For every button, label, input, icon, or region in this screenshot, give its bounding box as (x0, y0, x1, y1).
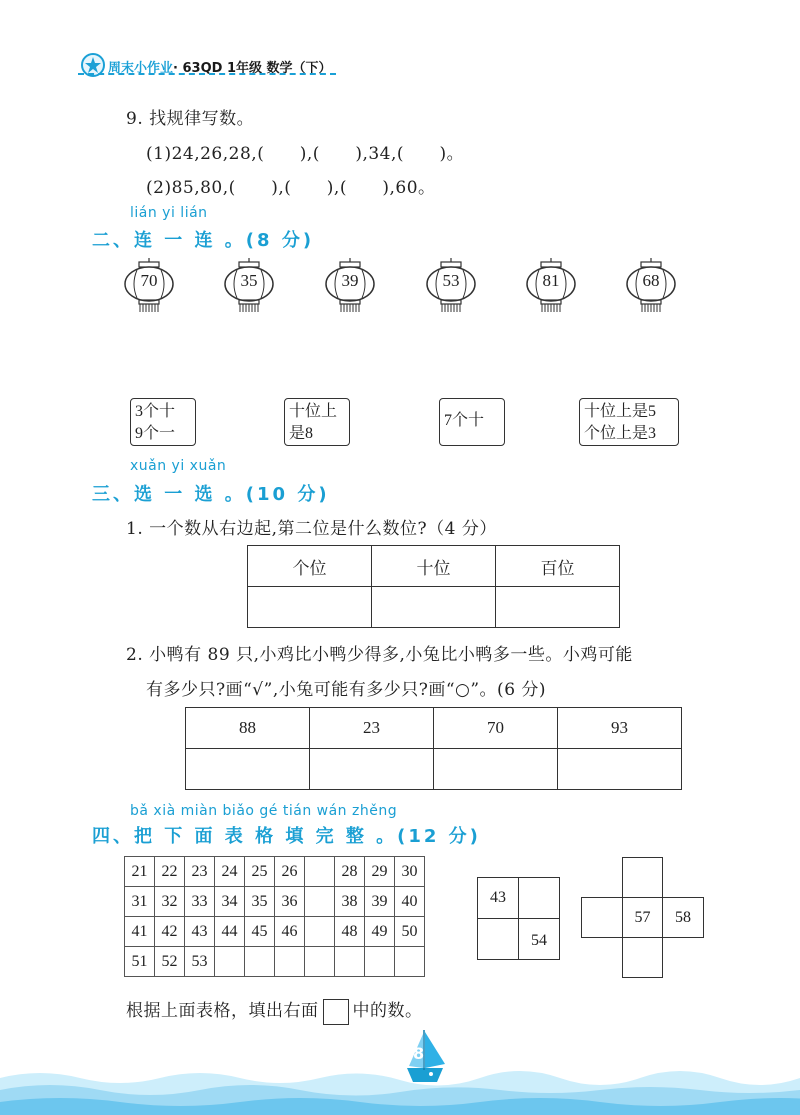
instruction-post: 中的数。 (352, 1001, 423, 1021)
number-cell: 35 (245, 887, 275, 917)
section2-title: 二、连 一 连 。(8 分) (92, 230, 315, 251)
card-text: 十位上 (289, 403, 338, 420)
header-logo (80, 52, 106, 82)
option-cell: 70 (434, 708, 558, 749)
header-info: · 63QD 1年级 数学（下） (173, 61, 332, 76)
number-cell: 22 (155, 857, 185, 887)
option-cell: 93 (558, 708, 682, 749)
square-cell-top-left: 43 (477, 877, 519, 919)
lantern-number: 39 (341, 271, 359, 290)
lantern-3[interactable] (323, 258, 377, 314)
number-cell: 51 (125, 947, 155, 977)
card-text: 个位上是3 (584, 425, 657, 442)
number-cell: 25 (245, 857, 275, 887)
answer-cell[interactable] (372, 587, 496, 628)
answer-cell[interactable] (310, 749, 434, 790)
answer-cell[interactable] (248, 587, 372, 628)
instruction-box (323, 999, 349, 1025)
section3-title: 三、选 一 选 。(10 分) (92, 484, 330, 505)
section3-pinyin: xuǎn yi xuǎn (130, 458, 227, 474)
lantern-1[interactable] (122, 258, 176, 314)
q9-line1: (1)24,26,28,( ),( ),34,( )。 (146, 144, 465, 164)
section4-pinyin: bǎ xià miàn biǎo gé tián wán zhěng (130, 803, 398, 819)
option-cell: 88 (186, 708, 310, 749)
card-text: 十位上是5 (584, 403, 657, 420)
section4-title: 四、把 下 面 表 格 填 完 整 。(12 分) (92, 826, 481, 847)
option-cell: 个位 (248, 546, 372, 587)
lantern-2[interactable] (222, 258, 276, 314)
card-text: 9个一 (135, 425, 176, 442)
number-cell: 32 (155, 887, 185, 917)
number-cell: 43 (185, 917, 215, 947)
number-cell: 26 (275, 857, 305, 887)
instruction-pre: 根据上面表格，填出右面 (126, 1001, 319, 1021)
number-cell: 44 (215, 917, 245, 947)
option-cell: 十位 (372, 546, 496, 587)
card-text: 3个十 (135, 403, 176, 420)
number-cell: 40 (395, 887, 425, 917)
q1-options-table (247, 545, 620, 628)
number-cell: 49 (365, 917, 395, 947)
cross-cell-bottom[interactable] (622, 937, 663, 978)
number-cell: 30 (395, 857, 425, 887)
number-cell: 39 (365, 887, 395, 917)
number-cell[interactable] (365, 947, 395, 977)
number-cell[interactable] (335, 947, 365, 977)
q9-line2: (2)85,80,( ),( ),( ),60。 (146, 178, 436, 198)
number-cell[interactable] (395, 947, 425, 977)
match-card-1[interactable] (130, 398, 196, 446)
section3-q2-line1: 2. 小鸭有 89 只,小鸡比小鸭少得多,小兔比小鸭多一些。小鸡可能 (126, 645, 633, 665)
number-cell: 28 (335, 857, 365, 887)
cross-cell-left[interactable] (581, 897, 623, 938)
lantern-number: 53 (442, 271, 460, 290)
section4-instruction (126, 996, 423, 1025)
card-text: 7个十 (444, 412, 485, 429)
option-cell: 百位 (496, 546, 620, 587)
number-cell: 41 (125, 917, 155, 947)
number-cell[interactable] (305, 947, 335, 977)
number-cell[interactable] (245, 947, 275, 977)
lantern-number: 81 (542, 271, 560, 290)
number-cell: 24 (215, 857, 245, 887)
section3-q1: 1. 一个数从右边起,第二位是什么数位?（4 分） (126, 519, 497, 539)
lantern-4[interactable] (424, 258, 478, 314)
q9-title: 9. 找规律写数。 (126, 109, 255, 129)
lantern-5[interactable] (524, 258, 578, 314)
number-cell[interactable] (215, 947, 245, 977)
number-cell: 23 (185, 857, 215, 887)
number-cell[interactable] (305, 917, 335, 947)
header-divider (78, 73, 336, 75)
square-cell-top-right[interactable] (518, 877, 560, 919)
number-cell: 52 (155, 947, 185, 977)
q2-options-table (185, 707, 682, 790)
number-cell: 29 (365, 857, 395, 887)
match-card-4[interactable] (579, 398, 679, 446)
number-cell: 38 (335, 887, 365, 917)
square-cell-bottom-right: 54 (518, 918, 560, 960)
boat-icon (395, 1028, 455, 1086)
lantern-number: 70 (140, 271, 158, 290)
cross-cell-top[interactable] (622, 857, 663, 898)
number-cell: 53 (185, 947, 215, 977)
lantern-number: 68 (642, 271, 660, 290)
square-cell-bottom-left[interactable] (477, 918, 519, 960)
number-cell: 36 (275, 887, 305, 917)
number-cell: 48 (335, 917, 365, 947)
card-text: 是8 (289, 425, 314, 442)
number-cell: 31 (125, 887, 155, 917)
number-cell: 50 (395, 917, 425, 947)
section2-pinyin: lián yi lián (130, 205, 208, 221)
number-cell: 33 (185, 887, 215, 917)
number-cell[interactable] (305, 887, 335, 917)
number-cell: 45 (245, 917, 275, 947)
lantern-number: 35 (240, 271, 258, 290)
section3-q2-line2: 有多少只?画“√”,小兔可能有多少只?画“○”。(6 分) (146, 680, 547, 700)
number-cell: 34 (215, 887, 245, 917)
number-cell: 46 (275, 917, 305, 947)
cross-cell-center: 57 (622, 897, 663, 938)
number-table (124, 856, 425, 977)
answer-cell[interactable] (186, 749, 310, 790)
answer-cell[interactable] (434, 749, 558, 790)
lantern-6[interactable] (624, 258, 678, 314)
match-card-2[interactable] (284, 398, 350, 446)
option-cell: 23 (310, 708, 434, 749)
page-number: 8 (413, 1044, 425, 1063)
number-cell[interactable] (275, 947, 305, 977)
number-cell: 42 (155, 917, 185, 947)
answer-cell[interactable] (558, 749, 682, 790)
number-cell[interactable] (305, 857, 335, 887)
number-cell: 21 (125, 857, 155, 887)
cross-cell-right: 58 (662, 897, 704, 938)
answer-cell[interactable] (496, 587, 620, 628)
header-brand: 周末小作业 (108, 61, 174, 76)
match-card-3[interactable] (439, 398, 505, 446)
